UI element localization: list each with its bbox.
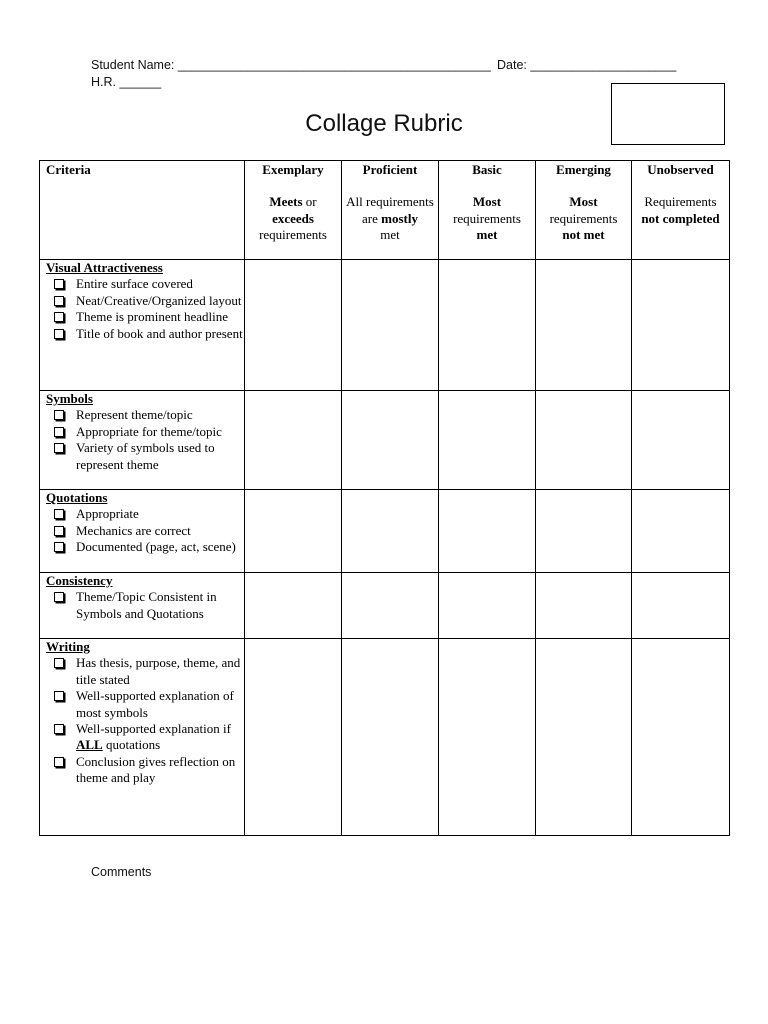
checklist-item: Theme is prominent headline [76,309,244,325]
level-basic: Basic Most requirements met [439,161,536,260]
header-row [40,161,730,260]
score-box[interactable] [611,83,725,145]
category-label: Writing [46,639,90,654]
checklist-item: Conclusion gives reflection on theme and play [76,754,244,787]
student-name-field[interactable]: Student Name: _____________________________________________ [91,58,491,72]
score-cell[interactable] [632,391,730,490]
date-field[interactable]: Date: _____________________ [497,58,677,72]
level-proficient: Proficient All requirements are mostly met [342,161,439,260]
row-visual-attractiveness [40,260,730,391]
checklist-item: Mechanics are correct [76,523,244,539]
checkbox-icon[interactable] [54,724,64,734]
score-cell[interactable] [439,573,536,639]
score-cell[interactable] [439,490,536,573]
checkbox-icon[interactable] [54,312,64,322]
score-cell[interactable] [632,490,730,573]
score-cell[interactable] [245,490,342,573]
checkbox-icon[interactable] [54,757,64,767]
checkbox-icon[interactable] [54,410,64,420]
checkbox-icon[interactable] [54,443,64,453]
row-symbols [40,391,730,490]
checklist-item: Appropriate [76,506,244,522]
row-writing [40,639,730,836]
comments-label: Comments [91,865,152,879]
checklist-item: Well-supported explanation if ALL quotations [76,721,244,754]
checkbox-icon[interactable] [54,296,64,306]
score-cell[interactable] [439,391,536,490]
checklist-item: Entire surface covered [76,276,244,292]
score-cell[interactable] [439,260,536,391]
checkbox-icon[interactable] [54,592,64,602]
score-cell[interactable] [342,260,439,391]
checklist-item: Variety of symbols used to represent theme [76,440,244,473]
category-label: Consistency [46,573,113,588]
criteria-cell [40,260,245,391]
checklist-item: Title of book and author present [76,326,244,342]
checkbox-icon[interactable] [54,658,64,668]
row-consistency [40,573,730,639]
checklist-item: Has thesis, purpose, theme, and title stated [76,655,244,688]
score-cell[interactable] [536,639,632,836]
score-cell[interactable] [342,573,439,639]
checklist-item: Appropriate for theme/topic [76,424,244,440]
score-cell[interactable] [245,391,342,490]
rubric-table [39,160,730,836]
score-cell[interactable] [342,639,439,836]
category-label: Quotations [46,490,108,505]
score-cell[interactable] [245,260,342,391]
category-label: Visual Attractiveness [46,260,163,275]
score-cell[interactable] [632,573,730,639]
score-cell[interactable] [342,490,439,573]
checkbox-icon[interactable] [54,427,64,437]
score-cell[interactable] [342,391,439,490]
criteria-cell [40,639,245,836]
criteria-cell [40,391,245,490]
checkbox-icon[interactable] [54,509,64,519]
checkbox-icon[interactable] [54,542,64,552]
checkbox-icon[interactable] [54,691,64,701]
score-cell[interactable] [536,260,632,391]
score-cell[interactable] [245,573,342,639]
score-cell[interactable] [536,490,632,573]
score-cell[interactable] [536,391,632,490]
checkbox-icon[interactable] [54,526,64,536]
checkbox-icon[interactable] [54,329,64,339]
checklist-item: Theme/Topic Consistent in Symbols and Quotations [76,589,244,622]
score-cell[interactable] [245,639,342,836]
level-emerging: Emerging Most requirements not met [536,161,632,260]
checklist-item: Represent theme/topic [76,407,244,423]
criteria-header: Criteria [40,161,245,260]
category-label: Symbols [46,391,93,406]
score-cell[interactable] [632,639,730,836]
checklist-item: Documented (page, act, scene) [76,539,244,555]
level-exemplary: Exemplary Meets or exceeds requirements [245,161,342,260]
score-cell[interactable] [439,639,536,836]
checklist-item: Neat/Creative/Organized layout [76,293,244,309]
checkbox-icon[interactable] [54,279,64,289]
page-title: Collage Rubric [305,110,463,137]
homeroom-field[interactable]: H.R. ______ [91,75,162,89]
criteria-cell [40,490,245,573]
level-unobserved: Unobserved Requirements not completed [632,161,730,260]
score-cell[interactable] [632,260,730,391]
criteria-cell [40,573,245,639]
score-cell[interactable] [536,573,632,639]
checklist-item: Well-supported explanation of most symbols [76,688,244,721]
row-quotations [40,490,730,573]
